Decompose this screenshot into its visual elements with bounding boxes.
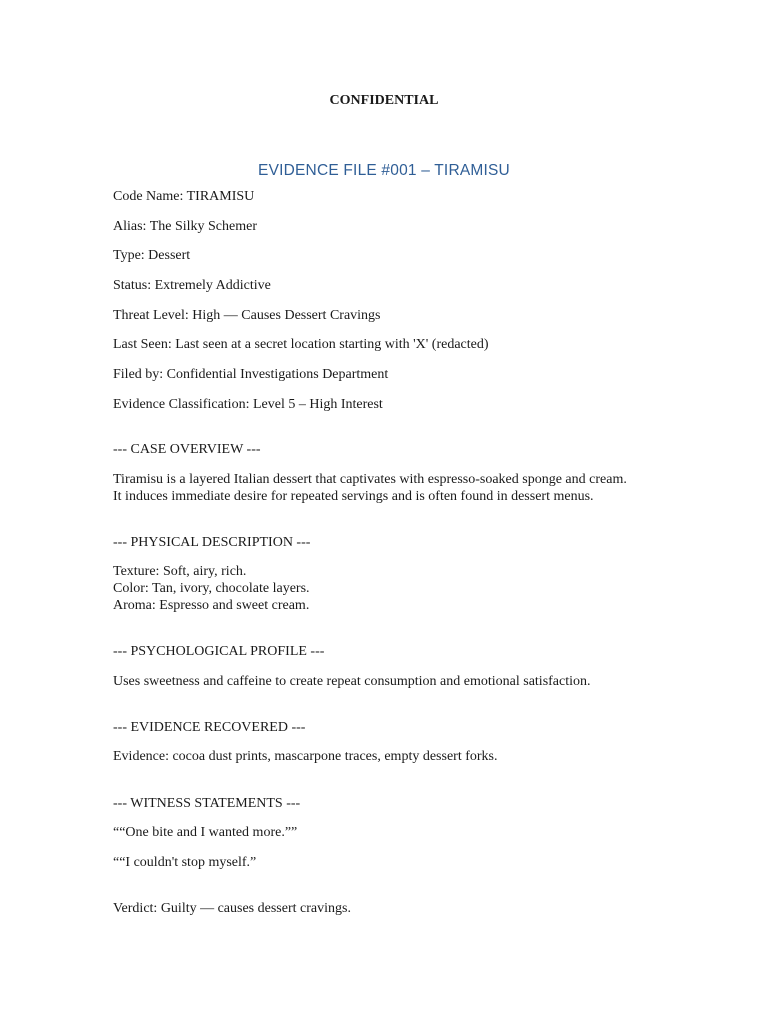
field-evidence-classification: Evidence Classification: Level 5 – High Interest [113, 397, 383, 412]
classification-header: CONFIDENTIAL [329, 93, 439, 108]
field-alias: Alias: The Silky Schemer [113, 219, 257, 234]
verdict: Verdict: Guilty — causes dessert cravings. [113, 901, 351, 916]
field-threat-level: Threat Level: High — Causes Dessert Cravings [113, 308, 381, 323]
section-heading-case-overview: --- CASE OVERVIEW --- [113, 442, 261, 457]
psychological-profile-text: Uses sweetness and caffeine to create repeat consumption and emotional satisfaction. [113, 674, 591, 689]
physical-aroma: Aroma: Espresso and sweet cream. [113, 598, 310, 613]
case-overview-line-2: It induces immediate desire for repeated servings and is often found in dessert menus. [113, 489, 594, 504]
section-heading-witness-statements: --- WITNESS STATEMENTS --- [113, 796, 301, 811]
evidence-recovered-text: Evidence: cocoa dust prints, mascarpone traces, empty dessert forks. [113, 749, 498, 764]
physical-color: Color: Tan, ivory, chocolate layers. [113, 581, 310, 596]
case-overview-line-1: Tiramisu is a layered Italian dessert that captivates with espresso-soaked sponge and cream. [113, 472, 627, 487]
field-last-seen: Last Seen: Last seen at a secret location starting with 'X' (redacted) [113, 337, 489, 352]
section-heading-psychological-profile: --- PSYCHOLOGICAL PROFILE --- [113, 644, 325, 659]
field-status: Status: Extremely Addictive [113, 278, 271, 293]
witness-statement: ““One bite and I wanted more.”” [113, 825, 298, 840]
witness-statement: ““I couldn't stop myself.” [113, 855, 257, 870]
section-heading-evidence-recovered: --- EVIDENCE RECOVERED --- [113, 720, 306, 735]
section-heading-physical-description: --- PHYSICAL DESCRIPTION --- [113, 535, 311, 550]
field-type: Type: Dessert [113, 248, 191, 263]
field-filed-by: Filed by: Confidential Investigations Department [113, 367, 389, 382]
physical-texture: Texture: Soft, airy, rich. [113, 564, 247, 579]
document-title: EVIDENCE FILE #001 – TIRAMISU [258, 162, 510, 179]
field-code-name: Code Name: TIRAMISU [113, 189, 255, 204]
